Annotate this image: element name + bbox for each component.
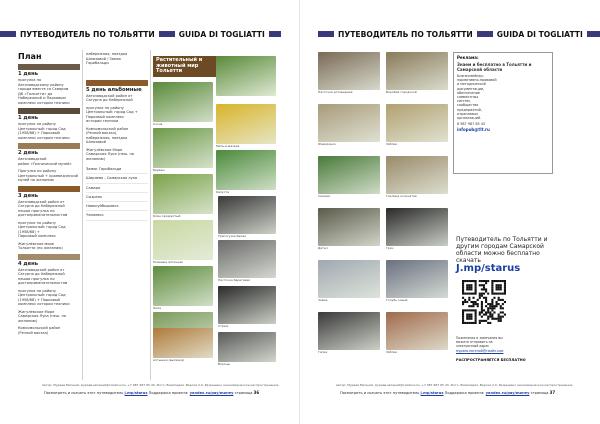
promo-text: Путеводитель по Тольятти и другим городам Самарской области можно бесплатно скачать bbox=[456, 236, 548, 264]
plan-text-line: Жигулёвское Море bbox=[18, 309, 55, 314]
header-bar bbox=[269, 31, 281, 37]
plan-text-line: Автозаводской район от bbox=[18, 199, 65, 204]
photo bbox=[153, 128, 213, 168]
photo bbox=[386, 208, 448, 246]
plan-text-line: Центральный: город Сад bbox=[18, 126, 66, 131]
plan-text-line: комплекс истории техники bbox=[18, 302, 70, 306]
plan-text-line: Жигулёвское Море bbox=[86, 147, 123, 152]
footer-download bbox=[340, 391, 555, 395]
day-label: 4 день bbox=[18, 260, 38, 267]
plant-caption: Мать-и-мачеха bbox=[216, 144, 240, 148]
plan-text-line: прогулка по району bbox=[86, 105, 124, 110]
feedback-line: электронный адрес bbox=[456, 344, 490, 348]
plan-days bbox=[18, 64, 80, 335]
photo-image bbox=[218, 240, 276, 278]
plan-column bbox=[18, 52, 80, 335]
info-text-line: организаций. bbox=[457, 116, 482, 121]
photo bbox=[218, 196, 276, 234]
info-text-line: совместных bbox=[457, 95, 479, 100]
day-bar bbox=[18, 64, 80, 70]
page-header bbox=[0, 28, 296, 40]
info-box-title: Знаем и бесплатно в Тольятти и Самарской области bbox=[457, 62, 532, 72]
plant-caption: Берёзы bbox=[153, 168, 165, 172]
info-text-line: документации, bbox=[457, 86, 485, 91]
page-header bbox=[318, 28, 600, 40]
plan-text-line: желанию) bbox=[86, 156, 106, 161]
download-promo bbox=[456, 236, 552, 272]
plan-text-line: набережная, поездка bbox=[86, 135, 128, 140]
photo-image bbox=[318, 104, 380, 142]
free-distribution: РАСПРОСТРАНЯЕТСЯ БЕСПЛАТНО bbox=[456, 358, 526, 362]
photo-image bbox=[216, 150, 276, 190]
feedback-text bbox=[456, 336, 552, 348]
trip-list-item: Замок Гарибальди bbox=[86, 165, 148, 174]
photo-image bbox=[153, 82, 213, 122]
photo bbox=[318, 104, 380, 142]
day-bar bbox=[18, 186, 80, 192]
photo bbox=[318, 208, 380, 246]
bird-caption: Голубь сизый bbox=[386, 298, 408, 302]
bird-caption: Горлица кольчатая bbox=[386, 194, 417, 198]
photo-image bbox=[386, 208, 448, 246]
bird-caption: Ласточка ротовидная bbox=[318, 90, 353, 94]
day-label: 1 день bbox=[18, 115, 38, 121]
plan-text-line: Парковый комплекс bbox=[86, 114, 125, 119]
plan-text-line: пешая прогулка по bbox=[18, 208, 55, 213]
footer-mid: Поддержка проекта: bbox=[148, 391, 189, 395]
info-text-line: предприятий, bbox=[457, 107, 482, 112]
photo-image bbox=[386, 104, 448, 142]
plan-text-line: истории техники bbox=[86, 119, 119, 123]
bird-caption: Вороны bbox=[218, 362, 230, 366]
plan-text-line: комплекс истории техники bbox=[18, 100, 70, 105]
plan-text-line: Шлюзовой / Замок bbox=[86, 56, 122, 61]
day-bar bbox=[18, 143, 80, 149]
footer-credits: Автор: Мураев Евгений, мураев.евгений@гмайл.ком, +7 987 987 65 43. Фото: Википедия. Версия 2.0. Разрешено некоммерческое распространение. bbox=[336, 383, 574, 387]
plan-text-line: Автозаводской bbox=[18, 157, 47, 161]
header-bar bbox=[587, 31, 600, 37]
bird-caption: Галка bbox=[318, 350, 328, 354]
photo bbox=[218, 286, 276, 324]
photo bbox=[153, 328, 213, 358]
footer-prefix: Посмотреть и скачать этот путеводитель bbox=[340, 391, 420, 395]
plan-text-line: (Речной вокзал), bbox=[86, 131, 118, 135]
info-box-contact: 8 987 987 65 43 bbox=[457, 122, 486, 127]
column-divider bbox=[150, 50, 151, 380]
plant-caption: Клён сахаристый bbox=[153, 214, 181, 218]
plan-text-line: Сатурна до Набережной bbox=[86, 98, 133, 102]
photo bbox=[218, 332, 276, 362]
plan-text-line: Шлюзовой bbox=[86, 140, 106, 144]
plan-text-line: прогулка по району bbox=[18, 122, 56, 126]
plan-text-line: Автозаводской район от bbox=[18, 267, 65, 272]
bird-caption: Воробей городской bbox=[386, 90, 417, 94]
column-divider bbox=[82, 50, 83, 380]
photo-image bbox=[216, 56, 276, 96]
plan-text-line: Сатурна до Набережной bbox=[18, 272, 65, 276]
trip-list-item: Ширяево - Самарская лука bbox=[86, 174, 148, 183]
plan-text-line: Центральный + краеведческий bbox=[18, 173, 78, 178]
photo bbox=[318, 156, 380, 194]
bird-caption: Стриж bbox=[218, 324, 229, 328]
footer-link-support[interactable]: yandex.ru/pay/money bbox=[189, 391, 234, 395]
page-number: 36 bbox=[253, 390, 260, 395]
photo bbox=[218, 240, 276, 278]
photo-image bbox=[153, 328, 213, 358]
right-page bbox=[300, 0, 600, 424]
plan-text-line: пешая прогулка по bbox=[18, 276, 55, 281]
day-bar bbox=[86, 80, 148, 86]
plan-title: План bbox=[18, 52, 42, 61]
header-title-it: GUIDA DI TOGLIATTI bbox=[178, 29, 265, 39]
plan-text-line: ДК «Тольятти» до bbox=[18, 91, 53, 96]
info-text-line: Бизнесмейкер: bbox=[457, 74, 484, 78]
bird-caption: Синица bbox=[318, 194, 330, 198]
plan-text-line: (1958/68) + bbox=[18, 229, 40, 234]
plan-text-line: (Речной вокзал) bbox=[18, 330, 49, 335]
plan-text-line: Автозаводскому району bbox=[18, 82, 64, 87]
trip-list-item: Сызрань bbox=[86, 193, 148, 202]
bird-caption: Жаворонок bbox=[318, 142, 337, 146]
footer-prefix: Посмотреть и скачать этот путеводитель bbox=[44, 391, 124, 395]
plan-text-line: набережная, поездка bbox=[86, 52, 128, 56]
plan-text-line: Сатурна до Набережной bbox=[18, 204, 65, 208]
photo bbox=[216, 56, 276, 96]
photo-image bbox=[386, 52, 448, 90]
day-label: 2 день bbox=[18, 150, 38, 156]
photo-image bbox=[218, 286, 276, 324]
photo-image bbox=[218, 332, 276, 362]
bird-caption: Трясогузка белая bbox=[218, 234, 246, 238]
header-title-ru: ПУТЕВОДИТЕЛЬ ПО ТОЛЬЯТТИ bbox=[20, 29, 155, 39]
photo-image bbox=[218, 196, 276, 234]
photo-image bbox=[386, 312, 448, 350]
plan-text-line: Автозаводской район от bbox=[86, 93, 133, 98]
plan-text-line: комплекс истории техники bbox=[18, 135, 70, 140]
footer-download bbox=[44, 391, 259, 395]
section-title: Растительный и животный мир Тольятти bbox=[153, 56, 220, 77]
photo-image bbox=[153, 174, 213, 214]
info-box-link[interactable]: infopub@tlt.ru bbox=[457, 127, 490, 133]
plan-text-line: Самарская Лука (пеш. по bbox=[86, 152, 134, 156]
photo bbox=[216, 150, 276, 190]
plan-text-line: прогулка по району bbox=[18, 288, 56, 293]
plan-text-line: достопримечательностям bbox=[18, 281, 68, 285]
header-marker bbox=[477, 31, 493, 37]
plan-text-line: Комсомольский район bbox=[86, 126, 129, 131]
info-box-head: Реклама: bbox=[457, 55, 479, 60]
info-text-line: сообщество bbox=[457, 103, 479, 108]
info-box-text bbox=[454, 74, 552, 120]
plan-text-line: Центральный: город Сад bbox=[18, 293, 66, 297]
trip-list-item: Самара bbox=[86, 184, 148, 193]
footer-mid: Поддержка проекта: bbox=[444, 391, 485, 395]
plan-text-line: Комсомольский район bbox=[18, 326, 61, 330]
photo-image bbox=[216, 104, 276, 144]
feedback-line: Пожелания и замечания вы bbox=[456, 336, 503, 340]
photo bbox=[153, 220, 213, 260]
photo-image bbox=[386, 156, 448, 194]
plan-text-line: города вместе со Сквером bbox=[18, 87, 69, 91]
page-number: 37 bbox=[549, 390, 556, 395]
info-text-line: нормативно-правовой bbox=[457, 78, 497, 83]
info-text-line: отраслевых bbox=[457, 111, 479, 116]
plan-text-line: достопримечательностям bbox=[18, 213, 68, 217]
day-label: 3 день bbox=[18, 192, 38, 199]
footer-link-guide[interactable]: j.mp/starus bbox=[420, 391, 444, 395]
plan-text-line: Прогулка по району bbox=[18, 169, 57, 173]
plan-text-line: Самарская Лука (пеш. по bbox=[18, 314, 66, 318]
photo-image bbox=[318, 312, 380, 350]
header-marker bbox=[0, 31, 16, 37]
photo bbox=[153, 82, 213, 122]
plan-text-line: Гарибальди bbox=[86, 61, 109, 65]
plant-caption: Капуста bbox=[216, 190, 229, 194]
photo-image bbox=[318, 208, 380, 246]
bird-caption: Зяблик bbox=[386, 350, 398, 354]
plant-caption: Ромашка аптечная bbox=[153, 260, 183, 264]
bird-caption: Грач bbox=[386, 246, 394, 250]
plan-text-line: Набережной и Парковым bbox=[18, 96, 66, 100]
day-bar bbox=[18, 254, 80, 260]
feedback-line: можете отправить на bbox=[456, 340, 493, 344]
plan-text-line: Парковый комплекс bbox=[18, 234, 57, 238]
plan-text-line: музей по желанию bbox=[18, 178, 54, 182]
photo-image bbox=[318, 260, 380, 298]
footer-link-support[interactable]: yandex.ru/pay/money bbox=[485, 391, 530, 395]
plant-caption: Липа bbox=[153, 306, 162, 310]
footer-credits: Автор: Мураев Евгений, мураев.евгений@гмайл.ком, +7 987 987 65 43. Фото: Википедия. Версия 2.0. Разрешено некоммерческое распространение. bbox=[42, 383, 280, 387]
bird-caption: Зяблик bbox=[386, 142, 398, 146]
header-marker bbox=[159, 31, 175, 37]
header-marker bbox=[318, 31, 334, 37]
photo-image bbox=[153, 220, 213, 260]
photo bbox=[386, 260, 448, 298]
trip-list-item: Чапаевск bbox=[86, 211, 148, 220]
photo bbox=[216, 104, 276, 144]
photo bbox=[318, 260, 380, 298]
footer-link-guide[interactable]: j.mp/starus bbox=[124, 391, 148, 395]
info-text-line: и методической bbox=[457, 82, 486, 87]
photo-image bbox=[386, 260, 448, 298]
feedback-email[interactable]: мураев.евгений@гмайл.ком bbox=[456, 349, 504, 353]
trip-list-item: Новокуйбышевск bbox=[86, 202, 148, 211]
plan-text-line: (1958/68) + Парковый bbox=[18, 297, 60, 302]
info-text-line: систем, bbox=[457, 99, 471, 104]
photo bbox=[153, 174, 213, 214]
plant-caption: Алтышки (выпечка) bbox=[153, 358, 185, 362]
plan-text-line: прогулка по bbox=[18, 78, 42, 82]
day-bar bbox=[18, 108, 80, 114]
bird-caption: Чайка bbox=[318, 298, 328, 302]
photo bbox=[318, 312, 380, 350]
photo-image bbox=[318, 156, 380, 194]
photo-image bbox=[318, 52, 380, 90]
page-label: страница bbox=[530, 391, 549, 395]
photo bbox=[386, 312, 448, 350]
plan-column-2 bbox=[86, 52, 148, 221]
plan-text-line: (1958/68) + Парковый bbox=[18, 131, 60, 135]
info-box bbox=[453, 52, 553, 174]
col2-top-text bbox=[86, 52, 148, 66]
plant-caption: Сосна bbox=[153, 122, 163, 126]
photo bbox=[386, 104, 448, 142]
photo bbox=[386, 156, 448, 194]
day-label: 1 день bbox=[18, 71, 38, 77]
plan-text-line: Жигулёвское море bbox=[18, 241, 54, 246]
bird-caption: Ласточка береговая bbox=[218, 278, 250, 282]
plan-text-line: район «Технический музей» bbox=[18, 161, 72, 166]
plan-text-line: Центральный: город Сад bbox=[18, 225, 66, 229]
page-label: страница bbox=[234, 391, 253, 395]
header-title-it: GUIDA DI TOGLIATTI bbox=[496, 29, 583, 39]
photo bbox=[153, 266, 213, 306]
day5-label: 5 день альбомные bbox=[86, 86, 142, 93]
info-text-line: обеспечение bbox=[457, 90, 481, 95]
qr-code[interactable] bbox=[462, 280, 506, 324]
photo-image bbox=[153, 128, 213, 168]
promo-link[interactable]: J.mp/starus bbox=[456, 263, 521, 274]
photo-image bbox=[153, 266, 213, 306]
photo bbox=[386, 52, 448, 90]
plan-text-line: Центральный: город Сад + bbox=[86, 110, 138, 114]
day5-text bbox=[86, 94, 148, 162]
bird-caption: Дятел bbox=[318, 246, 328, 250]
plan-text-line: Тольятти (по желанию) bbox=[18, 246, 63, 250]
header-title-ru: ПУТЕВОДИТЕЛЬ ПО ТОЛЬЯТТИ bbox=[338, 29, 473, 39]
plan-text-line: прогулка по району bbox=[18, 220, 56, 225]
trip-list bbox=[86, 165, 148, 221]
photo bbox=[318, 52, 380, 90]
plan-text-line: желанию) bbox=[18, 318, 38, 323]
